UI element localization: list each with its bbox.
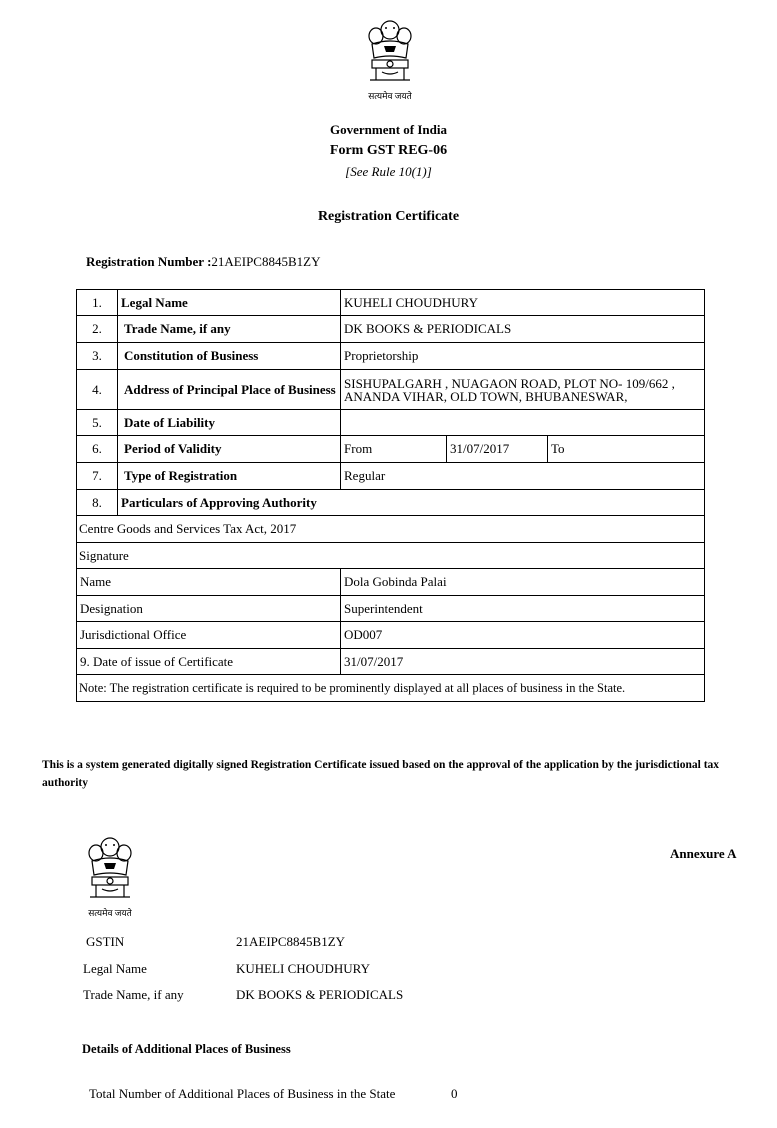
table-row	[77, 343, 705, 370]
table-row	[77, 596, 705, 622]
authority-value: Dola Gobinda Palai	[341, 569, 705, 596]
signature: Signature	[77, 543, 705, 569]
certificate-table	[76, 289, 705, 702]
row-label: Particulars of Approving Authority	[118, 490, 705, 516]
table-row	[77, 543, 705, 569]
note: Note: The registration certificate is required to be prominently displayed at all places of business in the State.	[77, 675, 705, 702]
registration-number	[86, 254, 320, 270]
row-number: 1.	[77, 290, 118, 316]
table-row	[77, 463, 705, 490]
row-number: 4.	[77, 370, 118, 410]
government-title: Government of India	[330, 122, 447, 137]
certificate-title: Registration Certificate	[317, 209, 460, 224]
registration-number-label: Registration Number :	[86, 254, 212, 269]
table-row	[77, 622, 705, 649]
annexure-field-label: GSTIN	[86, 934, 125, 949]
authority-label: Jurisdictional Office	[77, 622, 341, 649]
system-generated-note: This is a system generated digitally signed Registration Certificate issued based on the approval of the application by the jurisdictional tax authority	[42, 759, 720, 789]
row-label: Period of Validity	[118, 436, 341, 463]
table-row	[77, 290, 705, 316]
rule-reference: [See Rule 10(1)]	[345, 164, 432, 179]
authority-label: Designation	[77, 596, 341, 622]
row-value: Regular	[341, 463, 705, 490]
act-name: Centre Goods and Services Tax Act, 2017	[77, 516, 705, 543]
authority-label: 9. Date of issue of Certificate	[77, 649, 341, 675]
validity-to-label: To	[548, 436, 705, 463]
national-emblem-icon	[362, 16, 418, 90]
row-label: Trade Name, if any	[118, 316, 341, 343]
validity-from-label: From	[341, 436, 447, 463]
motto: सत्यमेव जयते	[88, 908, 132, 918]
table-row	[77, 649, 705, 675]
row-number: 7.	[77, 463, 118, 490]
table-row	[77, 569, 705, 596]
table-row	[77, 516, 705, 543]
authority-value: OD007	[341, 622, 705, 649]
authority-value: 31/07/2017	[341, 649, 705, 675]
national-emblem-icon	[82, 833, 138, 907]
address-line-2: ANANDA VIHAR, OLD TOWN, BHUBANESWAR,	[344, 388, 628, 404]
annexure-field-value: 21AEIPC8845B1ZY	[236, 934, 346, 949]
row-label: Constitution of Business	[118, 343, 341, 370]
table-row	[77, 316, 705, 343]
table-row	[77, 490, 705, 516]
registration-number-value: 21AEIPC8845B1ZY	[211, 254, 321, 269]
row-value: KUHELI CHOUDHURY	[341, 290, 705, 316]
table-row	[77, 370, 705, 410]
details-heading: Details of Additional Places of Business	[82, 1042, 291, 1056]
annexure-field-value: KUHELI CHOUDHURY	[236, 961, 370, 976]
annexure-field-label: Legal Name	[83, 961, 147, 976]
total-places-value: 0	[451, 1086, 458, 1101]
row-number: 3.	[77, 343, 118, 370]
annexure-title: Annexure A	[670, 846, 737, 861]
row-number: 8.	[77, 490, 118, 516]
row-number: 6.	[77, 436, 118, 463]
row-label: Legal Name	[118, 290, 341, 316]
annexure-field-label: Trade Name, if any	[83, 987, 184, 1002]
validity-from-value: 31/07/2017	[447, 436, 548, 463]
authority-value: Superintendent	[341, 596, 705, 622]
total-places-label: Total Number of Additional Places of Business in the State	[89, 1086, 396, 1101]
row-value: DK BOOKS & PERIODICALS	[341, 316, 705, 343]
authority-label: Name	[77, 569, 341, 596]
motto: सत्यमेव जयते	[368, 91, 412, 101]
annexure-field-value: DK BOOKS & PERIODICALS	[236, 987, 404, 1002]
table-row	[77, 436, 705, 463]
row-label: Type of Registration	[118, 463, 341, 490]
table-row	[77, 675, 705, 702]
table-row	[77, 410, 705, 436]
row-value	[341, 410, 705, 436]
row-label: Date of Liability	[118, 410, 341, 436]
form-title: Form GST REG-06	[329, 143, 448, 158]
row-label: Address of Principal Place of Business	[118, 370, 341, 410]
address-line-1: SISHUPALGARH , NUAGAON ROAD, PLOT NO- 109/662 ,	[344, 375, 675, 391]
row-value: Proprietorship	[341, 343, 705, 370]
row-number: 5.	[77, 410, 118, 436]
row-value	[341, 370, 705, 410]
row-number: 2.	[77, 316, 118, 343]
